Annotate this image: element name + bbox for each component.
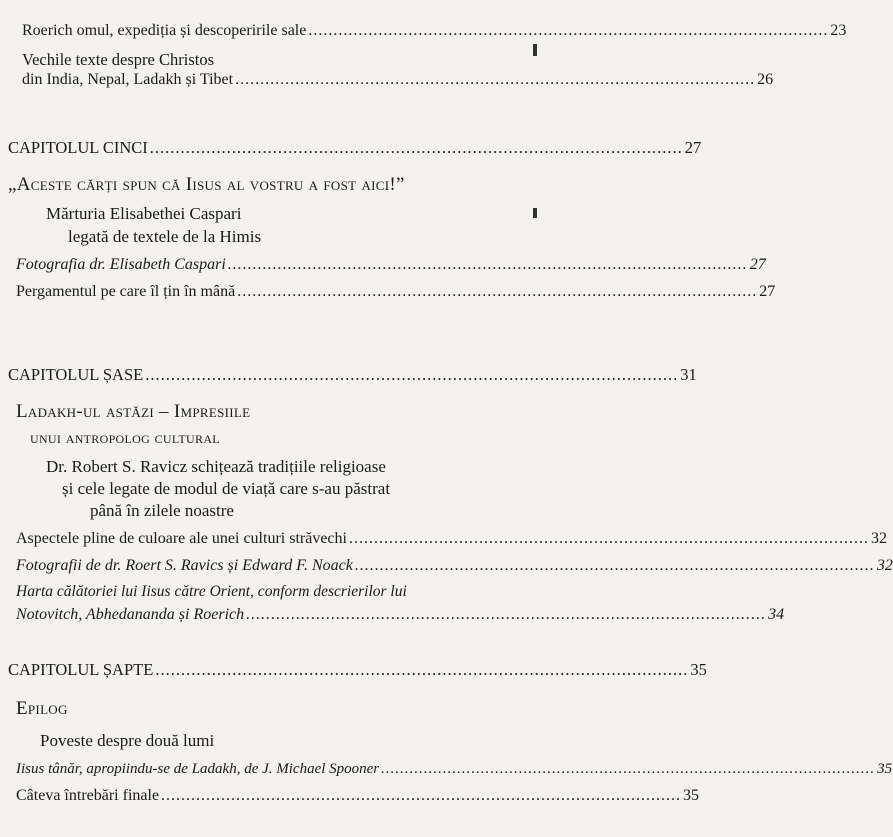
dot-leader: ........................................................................................................ bbox=[348, 530, 869, 547]
toc-page-number: 23 bbox=[830, 22, 847, 39]
toc-entry-label: Iisus tânăr, apropiindu-se de Ladakh, de J. Michael Spooner bbox=[16, 761, 380, 777]
chapter-subtitle: legată de textele de la Himis bbox=[68, 227, 262, 246]
toc-page-number: 31 bbox=[680, 365, 697, 384]
chapter-title: „Aceste cărți spun că Iisus al vostru a fost aici!” bbox=[8, 174, 405, 195]
chapter-label: CAPITOLUL ȘAPTE bbox=[8, 660, 154, 679]
toc-entry-label: Notovitch, Abhedananda și Roerich bbox=[16, 606, 245, 623]
page-edge-mark bbox=[533, 208, 537, 218]
chapter-6-entry bbox=[8, 365, 697, 385]
chapter-label: CAPITOLUL CINCI bbox=[8, 138, 148, 157]
toc-page-number: 32 bbox=[870, 530, 887, 547]
toc-entry-label: din India, Nepal, Ladakh și Tibet bbox=[22, 71, 234, 88]
dot-leader: ........................................................................................................ bbox=[235, 71, 756, 88]
toc-entry-label: Pergamentul pe care îl țin în mână bbox=[16, 283, 236, 300]
page-edge-mark bbox=[533, 44, 537, 56]
dot-leader: ........................................................................................................ bbox=[308, 22, 829, 39]
dot-leader: ........................................................................................................ bbox=[246, 606, 767, 623]
chapter-subtitle: Dr. Robert S. Ravicz schițează tradițiile religioase bbox=[46, 457, 386, 476]
toc-entry-aspects bbox=[16, 530, 887, 548]
toc-entry-label: Harta călătoriei lui Iisus către Orient, conform descrierilor lui bbox=[16, 583, 407, 600]
toc-entry-label: Aspectele pline de culoare ale unei culturi străvechi bbox=[16, 530, 347, 547]
chapter-label: CAPITOLUL ȘASE bbox=[8, 365, 144, 384]
epilog-title: Epilog bbox=[16, 698, 68, 719]
toc-page-number: 27 bbox=[684, 138, 702, 157]
toc-entry-ancient-texts bbox=[22, 71, 774, 89]
toc-entry-young-jesus bbox=[16, 761, 893, 778]
toc-entry-ravics-photos bbox=[16, 557, 893, 575]
toc-page-number: 35 bbox=[690, 660, 707, 679]
dot-leader: ........................................................................................................ bbox=[155, 660, 689, 679]
dot-leader: ........................................................................................................ bbox=[237, 283, 758, 300]
dot-leader: ........................................................................................................ bbox=[381, 761, 876, 777]
toc-page-number: 26 bbox=[757, 71, 774, 88]
toc-page-number: 35 bbox=[683, 787, 700, 804]
chapter-subtitle: și cele legate de modul de viață care s-au păstrat bbox=[62, 479, 391, 498]
chapter-7-entry bbox=[8, 660, 707, 680]
dot-leader: ........................................................................................................ bbox=[354, 557, 875, 574]
toc-page-number: 35 bbox=[877, 761, 893, 777]
toc-entry-map bbox=[16, 606, 785, 624]
toc-entry-final-questions bbox=[16, 787, 700, 805]
chapter-subtitle: Mărturia Elisabethei Caspari bbox=[46, 204, 242, 223]
dot-leader: ........................................................................................................ bbox=[149, 138, 683, 157]
toc-entry-label: Vechile texte despre Christos bbox=[22, 50, 214, 69]
chapter-title: unui antropolog cultural bbox=[30, 428, 220, 447]
dot-leader: ........................................................................................................ bbox=[161, 787, 682, 804]
toc-page-number: 32 bbox=[876, 557, 893, 574]
toc-entry-label: Roerich omul, expediția și descoperirile sale bbox=[22, 22, 307, 39]
chapter-title: Ladakh-ul astăzi – Impresiile bbox=[16, 401, 251, 422]
toc-entry-caspari-photo bbox=[16, 256, 766, 274]
chapter-subtitle: până în zilele noastre bbox=[90, 501, 234, 520]
toc-entry-label: Fotografia dr. Elisabeth Caspari bbox=[16, 256, 226, 273]
toc-page-number: 34 bbox=[768, 606, 785, 623]
toc-page-number: 27 bbox=[759, 283, 776, 300]
toc-entry-roerich bbox=[22, 22, 847, 40]
toc-page-number: 27 bbox=[749, 256, 766, 273]
dot-leader: ........................................................................................................ bbox=[145, 365, 679, 384]
chapter-5-entry bbox=[8, 138, 702, 158]
toc-entry-label: Fotografii de dr. Roert S. Ravics și Edward F. Noack bbox=[16, 557, 353, 574]
dot-leader: ........................................................................................................ bbox=[227, 256, 748, 273]
epilog-subtitle: Poveste despre două lumi bbox=[40, 731, 215, 750]
toc-entry-label: Câteva întrebări finale bbox=[16, 787, 160, 804]
toc-entry-parchment bbox=[16, 283, 776, 301]
